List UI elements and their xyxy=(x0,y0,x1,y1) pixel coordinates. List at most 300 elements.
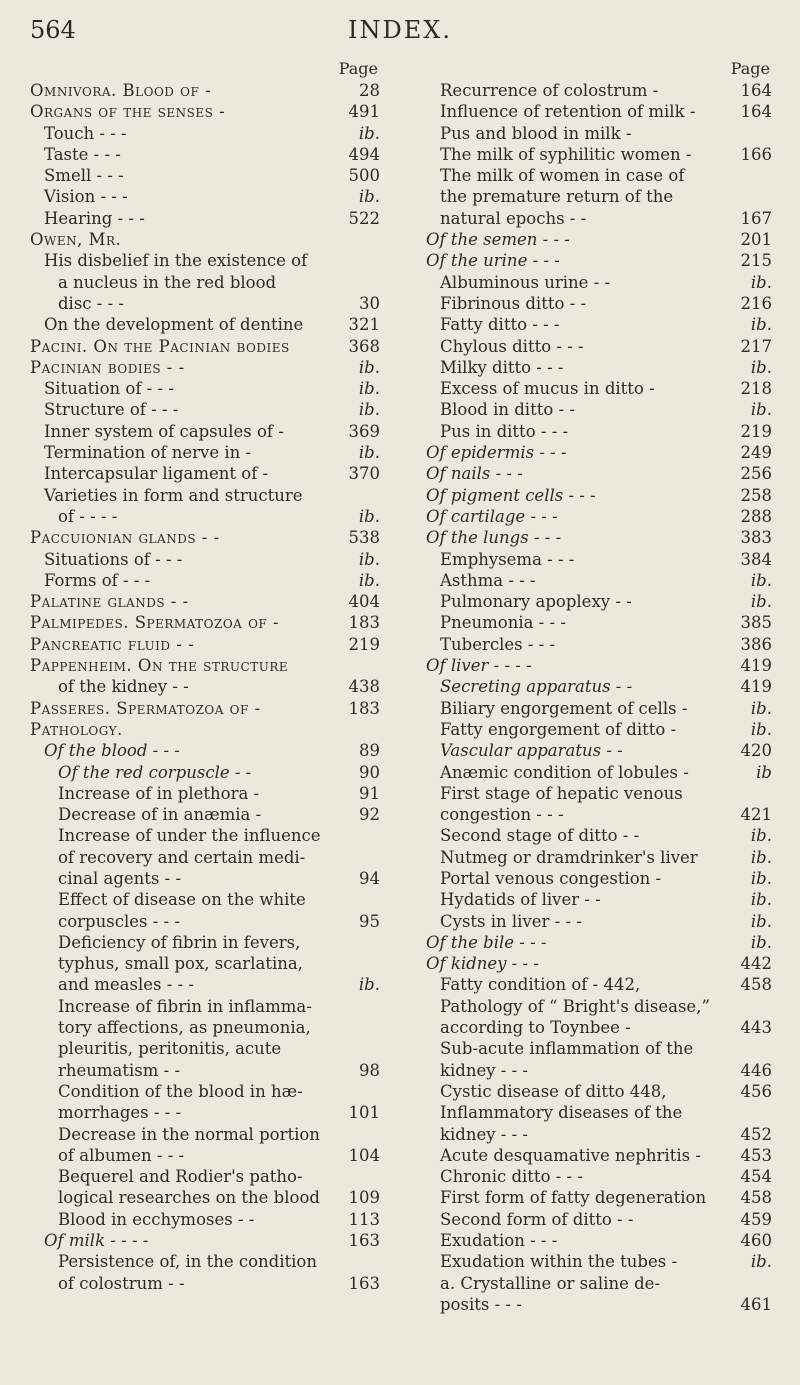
index-entry xyxy=(412,1124,776,1145)
index-entry-text: Decrease in the normal portion xyxy=(58,1124,320,1144)
index-entry xyxy=(30,953,384,974)
index-entry xyxy=(30,101,384,122)
index-entry-text: tory affections, as pneumonia, xyxy=(58,1018,311,1038)
index-entry-page: 384 xyxy=(740,549,772,569)
index-entry-text: Of the urine - - - xyxy=(426,251,560,271)
index-entry xyxy=(412,1230,776,1251)
index-entry-text: Situation of - - - xyxy=(44,379,174,399)
index-entry xyxy=(412,250,776,271)
index-entry xyxy=(412,1187,776,1208)
index-entry xyxy=(30,868,384,889)
index-entry-page: 443 xyxy=(740,1018,772,1038)
index-entry-page: ib. xyxy=(750,1252,772,1272)
index-entry-page: ib. xyxy=(750,847,772,867)
index-entry xyxy=(412,101,776,122)
index-entry xyxy=(412,186,776,207)
index-entry xyxy=(30,1081,384,1102)
index-entry xyxy=(30,1102,384,1123)
index-entry-page: ib. xyxy=(358,975,380,995)
index-entry xyxy=(30,314,384,335)
index-entry-page: 522 xyxy=(348,208,380,228)
index-entry-text: Pathology of “ Bright's disease,” xyxy=(440,996,710,1016)
index-entry xyxy=(412,527,776,548)
index-entry-text: On the development of dentine xyxy=(44,315,304,335)
index-entry-text: Sub-acute inflammation of the xyxy=(440,1039,694,1059)
page-title: INDEX. xyxy=(348,16,452,44)
page-header xyxy=(30,16,770,56)
index-entry-page: 92 xyxy=(359,805,380,825)
index-entry xyxy=(412,612,776,633)
index-entry-page: 216 xyxy=(740,293,772,313)
index-entry-page: ib. xyxy=(750,890,772,910)
index-entry-page: ib. xyxy=(750,272,772,292)
index-entry xyxy=(30,485,384,506)
index-entry-page: ib. xyxy=(750,698,772,718)
index-entry-text: a. Crystalline or saline de- xyxy=(440,1273,661,1293)
index-entry xyxy=(412,144,776,165)
index-entry-page: ib. xyxy=(750,592,772,612)
index-entry xyxy=(30,1145,384,1166)
index-entry-text: Effect of disease on the white xyxy=(58,890,306,910)
index-entry xyxy=(412,719,776,740)
index-entry-text: Fatty engorgement of ditto - xyxy=(440,719,677,739)
index-entry-page: 538 xyxy=(348,528,380,548)
index-entry-text: congestion - - - xyxy=(440,805,564,825)
index-entry-page: 419 xyxy=(740,656,772,676)
index-entries xyxy=(412,80,776,1315)
index-entry-text: Blood in ditto - - xyxy=(440,400,575,420)
index-entry-page: 386 xyxy=(740,634,772,654)
index-entry-page: 446 xyxy=(740,1060,772,1080)
index-entry-text: Cystic disease of ditto 448, xyxy=(440,1081,667,1101)
index-entry-text: of the kidney - - xyxy=(58,677,189,697)
index-entry-text: Blood in ecchymoses - - xyxy=(58,1209,255,1229)
index-entry xyxy=(412,378,776,399)
index-entry-page: ib. xyxy=(358,570,380,590)
index-entry-page: 28 xyxy=(359,81,380,100)
index-entry-text: First stage of hepatic venous xyxy=(440,783,683,803)
index-entry xyxy=(412,996,776,1017)
index-entry xyxy=(30,229,384,250)
index-entry xyxy=(30,165,384,186)
index-entry xyxy=(30,1187,384,1208)
index-entry xyxy=(412,485,776,506)
index-entry-text: a nucleus in the red blood xyxy=(58,272,277,292)
index-entry xyxy=(412,889,776,910)
index-entry xyxy=(412,804,776,825)
index-entry xyxy=(412,847,776,868)
index-entry xyxy=(30,399,384,420)
index-entry-text: posits - - - xyxy=(440,1294,522,1314)
index-entry-text: Omnivora. Blood of - xyxy=(30,81,212,100)
index-entry-text: rheumatism - - xyxy=(58,1060,181,1080)
index-entry xyxy=(412,1038,776,1059)
index-entry xyxy=(30,719,384,740)
index-entry-text: Smell - - - xyxy=(44,166,124,186)
index-entry-text: Tubercles - - - xyxy=(440,634,556,654)
index-entry-text: Secreting apparatus - - xyxy=(440,677,633,697)
page-column-label: Page xyxy=(338,59,378,78)
index-entry-page: ib. xyxy=(358,123,380,143)
index-entry-text: Fatty ditto - - - xyxy=(440,315,560,335)
index-entry-text: Exudation within the tubes - xyxy=(440,1252,678,1272)
index-entry-text: Fatty condition of - 442, xyxy=(440,975,641,995)
index-entry-text: Varieties in form and structure xyxy=(44,485,303,505)
index-entry xyxy=(30,144,384,165)
index-entry xyxy=(30,740,384,761)
index-entry-text: Situations of - - - xyxy=(44,549,183,569)
index-entry-text: Of milk - - - - xyxy=(44,1231,149,1251)
index-entry xyxy=(30,932,384,953)
index-entry-text: Of the blood - - - xyxy=(44,741,180,761)
index-entry-page: ib. xyxy=(358,379,380,399)
index-entry-text: Pappenheim. On the structure xyxy=(30,656,289,676)
index-entry xyxy=(412,80,776,101)
index-entry-page: 383 xyxy=(740,528,772,548)
index-entry-page: 421 xyxy=(740,805,772,825)
index-entry-text: logical researches on the blood xyxy=(58,1188,320,1208)
index-entry xyxy=(30,421,384,442)
index-entry-text: Second form of ditto - - xyxy=(440,1209,634,1229)
index-entry xyxy=(30,570,384,591)
index-entry xyxy=(412,1145,776,1166)
index-entry xyxy=(412,1166,776,1187)
index-entry-page: 458 xyxy=(740,1188,772,1208)
index-entry xyxy=(30,698,384,719)
index-entry-text: Pacinian bodies - - xyxy=(30,357,185,377)
index-entry xyxy=(30,762,384,783)
index-entry xyxy=(412,463,776,484)
index-entry-page: ib. xyxy=(750,911,772,931)
index-entry xyxy=(30,463,384,484)
index-entry-page: 201 xyxy=(740,230,772,250)
index-entry-text: Vision - - - xyxy=(44,187,128,207)
index-entry xyxy=(30,250,384,271)
index-entry-text: Exudation - - - xyxy=(440,1231,558,1251)
index-entry-text: Pus and blood in milk - xyxy=(440,123,632,143)
index-entry-text: Condition of the blood in hæ- xyxy=(58,1081,303,1101)
index-entry-text: His disbelief in the existence of xyxy=(44,251,308,271)
index-entry-page: 91 xyxy=(359,783,380,803)
index-entry xyxy=(412,762,776,783)
index-entry-page: 217 xyxy=(740,336,772,356)
index-entry-page: 166 xyxy=(740,144,772,164)
index-entry-page: 219 xyxy=(348,634,380,654)
index-entry xyxy=(412,911,776,932)
index-entry-text: Of nails - - - xyxy=(426,464,523,484)
index-entry xyxy=(412,1081,776,1102)
index-entry-text: cinal agents - - xyxy=(58,868,182,888)
index-entry-text: the premature return of the xyxy=(440,187,674,207)
index-entry xyxy=(30,527,384,548)
index-entry xyxy=(412,634,776,655)
index-entry-text: Of the lungs - - - xyxy=(426,528,562,548)
index-entry-text: Bequerel and Rodier's patho- xyxy=(58,1167,303,1187)
index-entry xyxy=(30,293,384,314)
index-entry-page: 113 xyxy=(348,1209,380,1229)
page-number: 564 xyxy=(30,16,76,44)
index-entry-text: of recovery and certain medi- xyxy=(58,847,306,867)
index-entry xyxy=(412,825,776,846)
index-entry xyxy=(412,208,776,229)
index-entry xyxy=(412,357,776,378)
index-entry xyxy=(412,421,776,442)
index-entry-text: Of the bile - - - xyxy=(426,932,547,952)
index-entry-text: Pneumonia - - - xyxy=(440,613,566,633)
index-entry xyxy=(412,336,776,357)
index-entry xyxy=(30,1060,384,1081)
index-entry-page: 215 xyxy=(740,251,772,271)
index-entry-page: 219 xyxy=(740,421,772,441)
index-entry xyxy=(30,612,384,633)
index-entry-text: Biliary engorgement of cells - xyxy=(440,698,688,718)
index-column-right xyxy=(412,58,776,1315)
index-entry xyxy=(412,974,776,995)
index-entry xyxy=(30,208,384,229)
index-entry-text: Recurrence of colostrum - xyxy=(440,81,659,100)
index-entry-page: 456 xyxy=(740,1081,772,1101)
index-entry xyxy=(30,825,384,846)
index-entry-page: 420 xyxy=(740,741,772,761)
index-entry-page: ib. xyxy=(750,315,772,335)
index-entry-page: ib. xyxy=(358,549,380,569)
index-entry-text: First form of fatty degeneration xyxy=(440,1188,707,1208)
index-entry-page: 30 xyxy=(359,293,380,313)
index-entry-text: Structure of - - - xyxy=(44,400,179,420)
index-entry-text: Owen, Mr. xyxy=(30,230,122,250)
index-entry-text: Palatine glands - - xyxy=(30,592,189,612)
index-entry xyxy=(30,911,384,932)
index-entry xyxy=(30,1017,384,1038)
index-entries xyxy=(30,80,384,1294)
index-entry xyxy=(30,783,384,804)
index-entry xyxy=(412,932,776,953)
index-entry-text: of albumen - - - xyxy=(58,1145,185,1165)
index-entry-text: Of epidermis - - - xyxy=(426,443,567,463)
index-entry xyxy=(30,655,384,676)
index-entry-page: ib. xyxy=(750,868,772,888)
index-entry-page: 258 xyxy=(740,485,772,505)
index-entry-text: Albuminous urine - - xyxy=(440,272,611,292)
index-entry xyxy=(30,123,384,144)
index-entry-page: ib. xyxy=(750,719,772,739)
index-entry xyxy=(412,1060,776,1081)
index-entry-text: Milky ditto - - - xyxy=(440,357,564,377)
index-entry-page: 460 xyxy=(740,1231,772,1251)
index-entry-text: Pancreatic fluid - - xyxy=(30,634,195,654)
index-entry-page: 101 xyxy=(348,1103,380,1123)
index-entry xyxy=(412,676,776,697)
index-entry-text: Increase of fibrin in inflamma- xyxy=(58,996,312,1016)
index-entry xyxy=(30,186,384,207)
index-entry-page: ib. xyxy=(750,932,772,952)
index-entry xyxy=(30,847,384,868)
index-entry-text: corpuscles - - - xyxy=(58,911,180,931)
index-entry xyxy=(30,506,384,527)
index-entry-text: Forms of - - - xyxy=(44,570,151,590)
index-entry xyxy=(412,655,776,676)
index-entry-page: 218 xyxy=(740,379,772,399)
index-entry xyxy=(412,1294,776,1315)
index-entry-text: of colostrum - - xyxy=(58,1273,185,1293)
index-entry-page: 94 xyxy=(359,868,380,888)
index-entry-page: 419 xyxy=(740,677,772,697)
page-column-label: Page xyxy=(730,59,770,78)
index-entry-page: 90 xyxy=(359,762,380,782)
index-entry-text: Of the red corpuscle - - xyxy=(58,762,252,782)
index-entry-page: 368 xyxy=(348,336,380,356)
index-entry-text: Organs of the senses - xyxy=(30,102,226,122)
index-entry-page: ib. xyxy=(358,443,380,463)
index-entry-text: natural epochs - - xyxy=(440,208,587,228)
index-entry xyxy=(30,549,384,570)
index-entry-page: 453 xyxy=(740,1145,772,1165)
index-entry xyxy=(412,1017,776,1038)
index-entry-text: pleuritis, peritonitis, acute xyxy=(58,1039,282,1059)
index-entry-text: Paccuionian glands - - xyxy=(30,528,220,548)
index-entry-page: 164 xyxy=(740,81,772,100)
index-entry-page: ib. xyxy=(750,570,772,590)
index-entry-page: 104 xyxy=(348,1145,380,1165)
index-entry-text: Decrease of in anæmia - xyxy=(58,805,262,825)
index-entry-text: of - - - - xyxy=(58,506,118,526)
index-entry-text: according to Toynbee - xyxy=(440,1018,631,1038)
index-entry-page: 89 xyxy=(359,741,380,761)
index-entry-page: 249 xyxy=(740,443,772,463)
index-entry-text: Hearing - - - xyxy=(44,208,145,228)
index-entry-page: 288 xyxy=(740,506,772,526)
index-entry-text: Of kidney - - - xyxy=(426,954,539,974)
index-entry-text: Passeres. Spermatozoa of - xyxy=(30,698,261,718)
index-entry xyxy=(412,953,776,974)
index-entry-text: kidney - - - xyxy=(440,1124,529,1144)
index-entry xyxy=(30,272,384,293)
index-entry-text: The milk of syphilitic women - xyxy=(440,144,692,164)
index-entry xyxy=(412,698,776,719)
index-entry-text: Second stage of ditto - - xyxy=(440,826,640,846)
index-entry-text: Of the semen - - - xyxy=(426,230,570,250)
index-entry xyxy=(30,1209,384,1230)
index-entry-page: 167 xyxy=(740,208,772,228)
index-entry-page: 183 xyxy=(348,613,380,633)
index-entry-text: Inflammatory diseases of the xyxy=(440,1103,683,1123)
index-entry-page: 491 xyxy=(348,102,380,122)
index-entry xyxy=(412,740,776,761)
index-entry xyxy=(412,293,776,314)
index-entry-page: 438 xyxy=(348,677,380,697)
index-entry-text: Persistence of, in the condition xyxy=(58,1252,317,1272)
index-entry-page: ib. xyxy=(750,826,772,846)
index-entry-page: ib xyxy=(756,762,772,782)
index-entry-text: Pus in ditto - - - xyxy=(440,421,569,441)
index-entry xyxy=(30,336,384,357)
index-entry-text: Chylous ditto - - - xyxy=(440,336,584,356)
index-entry-page: 494 xyxy=(348,144,380,164)
index-entry-text: Pulmonary apoplexy - - xyxy=(440,592,632,612)
index-entry xyxy=(412,272,776,293)
index-entry xyxy=(412,570,776,591)
index-entry-text: Of cartilage - - - xyxy=(426,506,558,526)
index-entry-text: Excess of mucus in ditto - xyxy=(440,379,655,399)
index-entry-page: ib. xyxy=(358,400,380,420)
index-entry xyxy=(30,1124,384,1145)
index-entry xyxy=(412,506,776,527)
index-entry-page: 458 xyxy=(740,975,772,995)
index-entry-page: 385 xyxy=(740,613,772,633)
index-entry-page: 98 xyxy=(359,1060,380,1080)
index-entry-text: Inner system of capsules of - xyxy=(44,421,284,441)
index-entry-text: kidney - - - xyxy=(440,1060,529,1080)
index-entry-page: 452 xyxy=(740,1124,772,1144)
index-entry xyxy=(30,80,384,101)
index-entry-text: Increase of in plethora - xyxy=(58,783,260,803)
index-entry-text: Chronic ditto - - - xyxy=(440,1167,583,1187)
index-entry xyxy=(412,1273,776,1294)
index-entry-text: Palmipedes. Spermatozoa of - xyxy=(30,613,280,633)
index-entry-text: Taste - - - xyxy=(44,144,121,164)
index-entry-text: The milk of women in case of xyxy=(440,166,685,186)
index-entry xyxy=(412,1102,776,1123)
index-entry-page: ib. xyxy=(358,357,380,377)
index-entry-text: Cysts in liver - - - xyxy=(440,911,582,931)
index-entry-text: Hydatids of liver - - xyxy=(440,890,601,910)
index-entry-text: Vascular apparatus - - xyxy=(440,741,623,761)
index-entry-text: Deficiency of fibrin in fevers, xyxy=(58,932,301,952)
index-entry-page: 256 xyxy=(740,464,772,484)
index-entry-text: Pathology. xyxy=(30,719,123,739)
index-entry xyxy=(30,1230,384,1251)
index-entry xyxy=(412,1209,776,1230)
index-entry-text: Fibrinous ditto - - xyxy=(440,293,587,313)
index-entry-text: Asthma - - - xyxy=(440,570,536,590)
index-entry xyxy=(30,889,384,910)
index-entry-page: ib. xyxy=(750,400,772,420)
index-entry xyxy=(412,399,776,420)
index-entry-page: ib. xyxy=(358,187,380,207)
index-entry-page: 500 xyxy=(348,166,380,186)
index-entry xyxy=(30,378,384,399)
index-entry xyxy=(30,591,384,612)
index-entry-page: 369 xyxy=(348,421,380,441)
index-entry-text: Anæmic condition of lobules - xyxy=(440,762,689,782)
index-entry-page: ib. xyxy=(358,506,380,526)
index-entry-page: 95 xyxy=(359,911,380,931)
index-entry-page: ib. xyxy=(750,357,772,377)
index-entry xyxy=(30,1251,384,1272)
index-entry-text: Nutmeg or dramdrinker's liver xyxy=(440,847,698,867)
index-entry-page: 163 xyxy=(348,1273,380,1293)
index-entry-page: 404 xyxy=(348,592,380,612)
index-entry-page: 370 xyxy=(348,464,380,484)
index-entry-text: Influence of retention of milk - xyxy=(440,102,696,122)
index-entry xyxy=(30,1273,384,1294)
index-column-left xyxy=(30,58,384,1294)
index-entry xyxy=(30,634,384,655)
index-entry xyxy=(412,591,776,612)
index-entry-page: 442 xyxy=(740,954,772,974)
index-entry-text: typhus, small pox, scarlatina, xyxy=(58,954,303,974)
index-entry-text: Emphysema - - - xyxy=(440,549,575,569)
index-entry xyxy=(30,357,384,378)
index-entry xyxy=(30,676,384,697)
index-entry-page: 109 xyxy=(348,1188,380,1208)
index-entry xyxy=(412,165,776,186)
index-entry-text: and measles - - - xyxy=(58,975,194,995)
index-entry-text: Pacini. On the Pacinian bodies xyxy=(30,336,290,356)
index-entry-text: Of pigment cells - - - xyxy=(426,485,596,505)
index-entry-page: 183 xyxy=(348,698,380,718)
index-entry xyxy=(30,1038,384,1059)
